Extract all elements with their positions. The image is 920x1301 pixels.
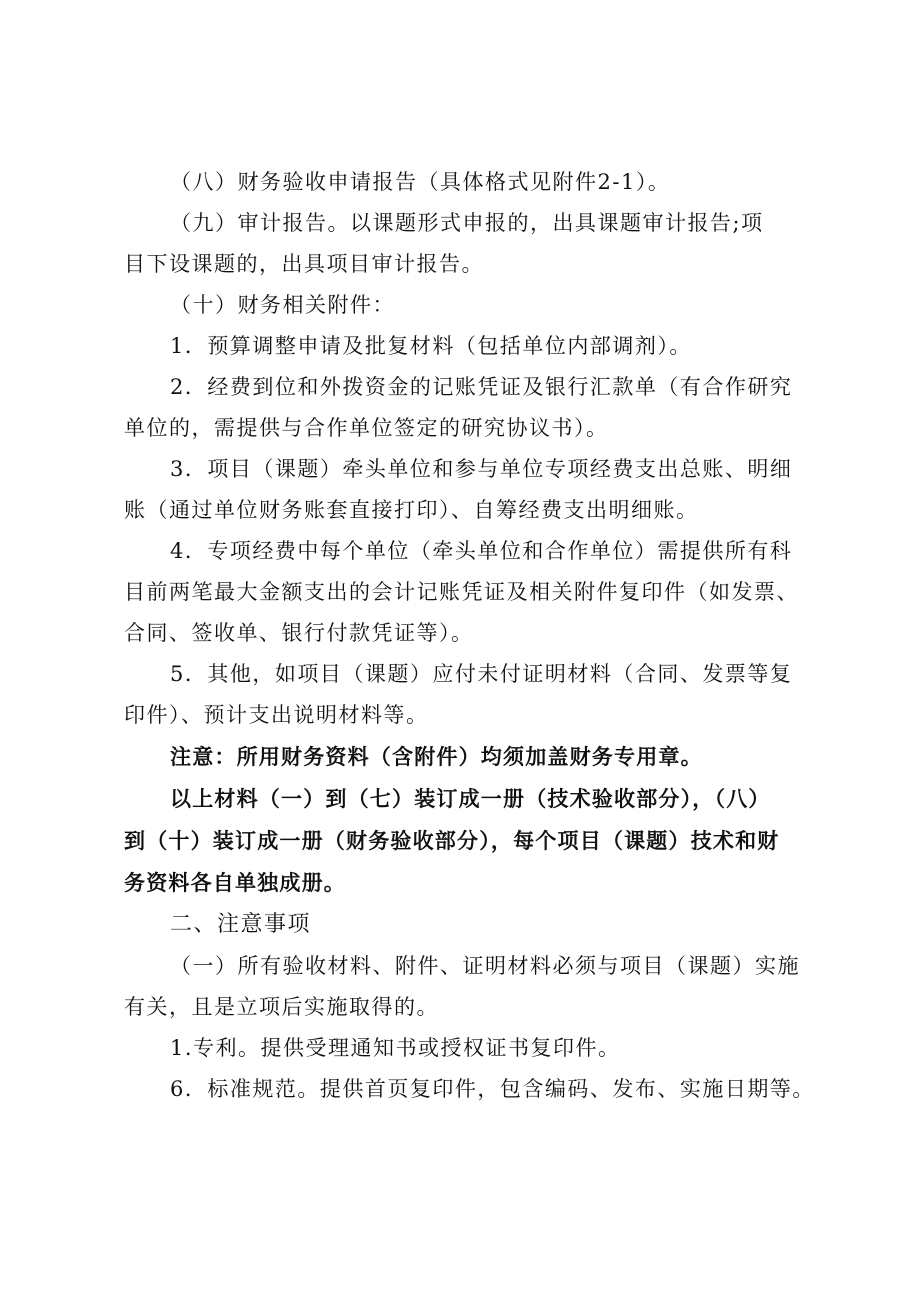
- list-item-3-line-1: 3．项目（课题）牵头单位和参与单位专项经费支出总账、明细: [170, 457, 793, 481]
- binding-instructions-line-3: 务资料各自单独成册。: [124, 871, 346, 895]
- note-1-line-2: 有关，且是立项后实施取得的。: [124, 995, 439, 1019]
- paragraph-9-audit-report-line-1: （九）审计报告。以课题形式申报的，出具课题审计报告;项: [170, 211, 764, 235]
- paragraph-9-audit-report-line-2: 目下设课题的，出具项目审计报告。: [124, 252, 484, 276]
- list-item-4-line-1: 4．专项经费中每个单位（牵头单位和合作单位）需提供所有科: [170, 539, 793, 563]
- list-item-2-line-1: 2．经费到位和外拨资金的记账凭证及银行汇款单（有合作研究: [170, 375, 793, 399]
- list-item-3-line-2: 账（通过单位财务账套直接打印）、自筹经费支出明细账。: [124, 498, 699, 522]
- list-item-5-line-1: 5．其他，如项目（课题）应付未付证明材料（合同、发票等复: [170, 662, 793, 686]
- note-1-line-1: （一）所有验收材料、附件、证明材料必须与项目（课题）实施: [170, 954, 800, 978]
- list-item-1: 1．预算调整申请及批复材料（包括单位内部调剂）。: [170, 334, 692, 358]
- note-item-standards: 6．标准规范。提供首页复印件，包含编码、发布、实施日期等。: [170, 1077, 815, 1101]
- section-heading-notes: 二、注意事项: [170, 912, 312, 937]
- list-item-4-line-2: 目前两笔最大金额支出的会计记账凭证及相关附件复印件（如发票、: [124, 580, 799, 604]
- list-item-2-line-2: 单位的，需提供与合作单位签定的研究协议书）。: [124, 416, 609, 440]
- finance-seal-note: 注意：所用财务资料（含附件）均须加盖财务专用章。: [170, 745, 703, 769]
- paragraph-10-finance-attachments: （十）财务相关附件：: [170, 293, 395, 317]
- list-item-4-line-3: 合同、签收单、银行付款凭证等）。: [124, 621, 474, 645]
- note-item-patent: 1.专利。提供受理通知书或授权证书复印件。: [170, 1036, 621, 1060]
- paragraph-8-finance-report: （八）财务验收申请报告（具体格式见附件2-1）。: [170, 170, 671, 194]
- binding-instructions-line-2: 到（十）装订成一册（财务验收部分），每个项目（课题）技术和财: [124, 829, 780, 853]
- list-item-5-line-2: 印件）、预计支出说明材料等。: [124, 703, 429, 727]
- binding-instructions-line-1: 以上材料（一）到（七）装订成一册（技术验收部分），（八）: [170, 787, 771, 811]
